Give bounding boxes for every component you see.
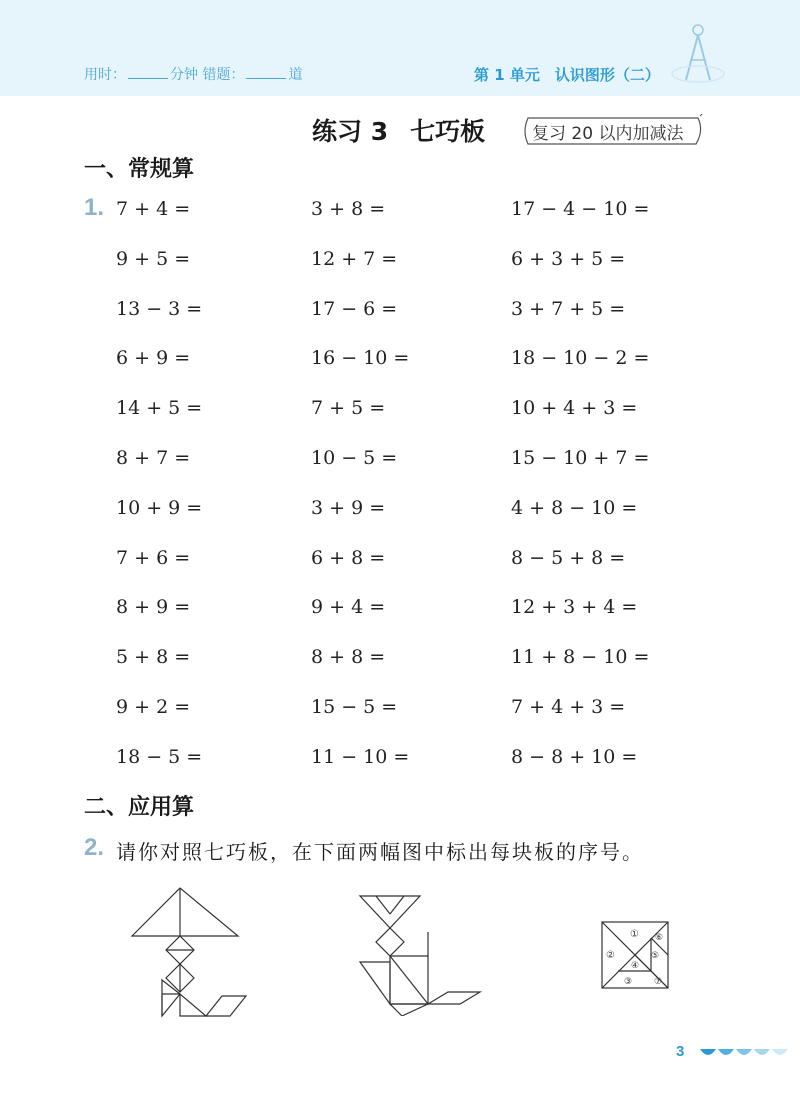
arithmetic-problem: 18 − 10 − 2 = <box>511 347 650 370</box>
tangram-figure-cat[interactable] <box>356 892 486 1016</box>
time-blank[interactable] <box>128 78 168 79</box>
review-badge-text: 复习 20 以内加减法 <box>532 124 684 144</box>
tangram-label-4: ④ <box>631 961 640 971</box>
arithmetic-problem: 3 + 7 + 5 = <box>511 297 626 320</box>
arithmetic-problem: 11 + 8 − 10 = <box>511 646 650 669</box>
arithmetic-problem: 8 − 5 + 8 = <box>511 546 626 569</box>
tangram-label-7: ⑦ <box>654 977 663 987</box>
arithmetic-problem: 12 + 7 = <box>311 247 398 270</box>
question-number-2: 2. <box>84 834 105 861</box>
arithmetic-problem: 10 + 4 + 3 = <box>511 397 638 420</box>
arithmetic-problem: 8 − 8 + 10 = <box>511 745 638 768</box>
arithmetic-problem: 15 − 5 = <box>311 696 398 718</box>
errors-label: 错题： <box>202 67 245 83</box>
exercise-name: 七巧板 <box>410 117 486 146</box>
tangram-reference-square <box>600 920 670 990</box>
arithmetic-problem: 10 + 9 = <box>116 496 203 519</box>
arithmetic-problem: 15 − 10 + 7 = <box>511 447 650 469</box>
tangram-label-3: ③ <box>624 977 633 987</box>
arithmetic-problem: 8 + 9 = <box>116 596 191 619</box>
arithmetic-problem: 6 + 3 + 5 = <box>511 247 626 270</box>
arithmetic-problem: 9 + 2 = <box>116 696 191 718</box>
header-wave-border <box>0 86 800 106</box>
page-decoration-drops <box>696 1045 796 1063</box>
section-heading-applied: 二、应用算 <box>84 795 195 820</box>
compass-icon <box>668 20 728 86</box>
tangram-label-6: ⑥ <box>655 933 664 943</box>
arithmetic-problem: 18 − 5 = <box>116 745 203 768</box>
time-label: 用时： <box>84 67 126 83</box>
errors-blank[interactable] <box>246 78 286 79</box>
arithmetic-problem: 7 + 4 = <box>116 198 191 220</box>
arithmetic-problem: 11 − 10 = <box>311 745 410 768</box>
arithmetic-problem: 13 − 3 = <box>116 297 203 320</box>
tangram-label-5: ⑤ <box>651 951 660 961</box>
tangram-label-1: ① <box>630 929 639 940</box>
arithmetic-problem: 14 + 5 = <box>116 397 203 420</box>
arithmetic-problem: 7 + 6 = <box>116 546 191 569</box>
tangram-label-2: ② <box>606 950 615 961</box>
page-number: 3 <box>676 1043 685 1060</box>
arithmetic-problem: 9 + 4 = <box>311 596 386 619</box>
question-number-1: 1. <box>84 194 105 221</box>
time-errors-record <box>84 64 302 84</box>
arithmetic-problem: 10 − 5 = <box>311 447 398 469</box>
arithmetic-problem: 9 + 5 = <box>116 247 191 270</box>
section-heading-routine: 一、常规算 <box>84 157 195 182</box>
arithmetic-problem: 8 + 7 = <box>116 447 191 469</box>
arithmetic-problem: 6 + 9 = <box>116 347 191 370</box>
arithmetic-problem: 5 + 8 = <box>116 646 191 669</box>
arithmetic-problem: 17 − 6 = <box>311 297 398 320</box>
arithmetic-problem: 8 + 8 = <box>311 646 386 669</box>
exercise-number: 练习 3 <box>312 117 389 146</box>
question-2-instruction: 请你对照七巧板，在下面两幅图中标出每块板的序号。 <box>116 840 644 864</box>
tangram-figure-person[interactable] <box>126 884 250 1022</box>
unit-title: 第 1 单元 认识图形（二） <box>474 66 660 84</box>
arithmetic-problem: 17 − 4 − 10 = <box>511 198 650 220</box>
page-title <box>312 112 485 148</box>
arithmetic-problem: 7 + 5 = <box>311 397 386 420</box>
arithmetic-problem: 6 + 8 = <box>311 546 386 569</box>
arithmetic-problem: 4 + 8 − 10 = <box>511 496 638 519</box>
arithmetic-problem: 3 + 8 = <box>311 198 386 220</box>
errors-unit: 道 <box>288 67 303 83</box>
arithmetic-problem: 7 + 4 + 3 = <box>511 696 626 718</box>
arithmetic-problem: 3 + 9 = <box>311 496 386 519</box>
arithmetic-problem: 12 + 3 + 4 = <box>511 596 638 619</box>
arithmetic-problem: 16 − 10 = <box>311 347 410 370</box>
minutes-label: 分钟 <box>170 67 198 83</box>
